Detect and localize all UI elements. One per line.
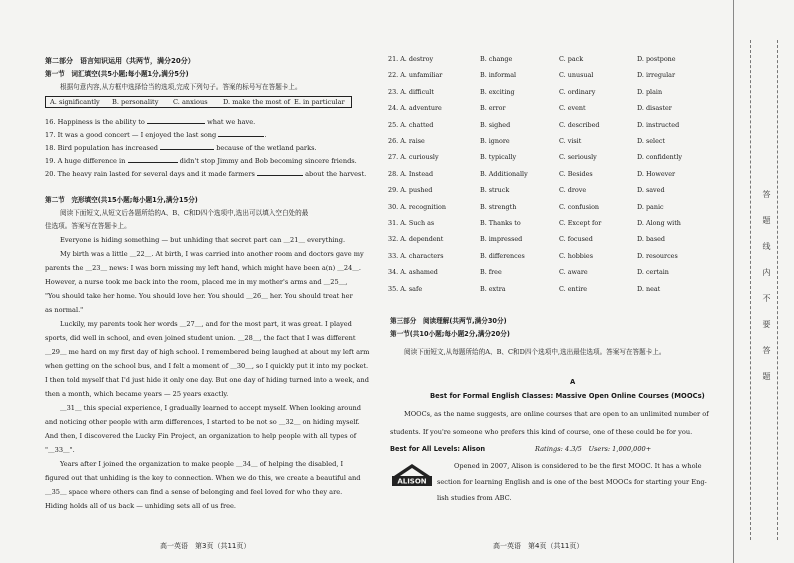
passage-line-10: when getting on the school bus, and I felt a moment of ＿30＿, so I quickly put it into my pocket. <box>45 362 369 370</box>
option-32-d: D. based <box>637 235 666 244</box>
option-29-d: D. saved <box>637 186 665 195</box>
alison-line-1: Opened in 2007, Alison is considered to be the first MOOC. It has a whole <box>454 462 702 470</box>
option-27-a: 27. A. curiously <box>388 153 439 162</box>
option-35-b: B. extra <box>480 284 506 293</box>
passage-line-9: ＿29＿ me hard on my first day of high school. I remembered being laughed at about my left arm <box>45 348 370 356</box>
option-31-c: C. Except for <box>559 219 602 227</box>
option-22-c: C. unusual <box>559 71 594 80</box>
reading-instructions: 阅读下面短文,从每题所给的A、B、C和D四个选项中,选出最佳选项。答案写在答题卡上。 <box>404 348 666 356</box>
option-31-a: 31. A. Such as <box>388 219 435 227</box>
option-24-a: 24. A. adventure <box>388 104 442 113</box>
option-21-a: 21. A. destroy <box>388 55 434 63</box>
passage-line-13: ＿31＿ this special experience, I gradually learned to accept myself. When looking around <box>60 404 361 412</box>
passage-line-7: Luckily, my parents took her words ＿27＿, and for the most part, it was great. I played <box>60 320 352 328</box>
option-22-d: D. irregular <box>637 71 676 80</box>
section2-title: 第二节 完形填空(共15小题;每小题1分,满分15分) <box>45 196 198 204</box>
section2-instructions-1: 阅读下面短文,从短文后各题所给的A、B、C和D四个选项中,选出可以填入空白处的最 <box>60 209 309 217</box>
page-footer-right: 高一英语 第4页（共11页） <box>493 542 584 550</box>
option-27-c: C. seriously <box>559 153 597 162</box>
option-29-b: B. struck <box>480 186 510 195</box>
answer-blank-16 <box>147 116 205 124</box>
option-32-c: C. focused <box>559 235 593 244</box>
option-28-d: D. However <box>637 169 676 178</box>
page-footer-left: 高一英语 第3页（共11页） <box>160 542 251 550</box>
option-30-d: D. panic <box>637 202 664 211</box>
option-26-b: B. ignore <box>480 137 510 145</box>
passage-line-1: Everyone is hiding something — but unhiding that secret part can ＿21＿ everything. <box>60 236 346 244</box>
option-22-b: B. informal <box>480 71 517 80</box>
section1-instructions: 根据句意内容,从方框中选择恰当的选项,完成下列句子。答案的标号写在答题卡上。 <box>60 83 302 91</box>
option-22-a: 22. A. unfamiliar <box>388 71 443 80</box>
word-bank-box <box>45 96 352 108</box>
option-25-a: 25. A. chatted <box>388 120 434 129</box>
sentence-20: 20. The heavy rain lasted for several days and it made farmers about the harvest. <box>45 170 367 178</box>
passage-line-20: Hiding holds all of us back — unhiding sets all of us free. <box>45 502 237 510</box>
option-27-b: B. typically <box>480 153 517 162</box>
passage-line-12: then a month, which became years — 25 years exactly. <box>45 390 229 398</box>
option-28-a: 28. A. Instead <box>388 169 434 178</box>
option-34-b: B. free <box>480 268 502 277</box>
mooc-line-1: MOOCs, as the name suggests, are online courses that are open to an unlimited number of <box>404 410 709 418</box>
option-28-c: C. Besides <box>559 169 593 178</box>
option-24-c: C. event <box>559 104 586 113</box>
passage-line-19: ＿35＿ space where others can find a sense of belonging and feel loved for who they are. <box>45 488 343 496</box>
alison-line-3: lish studies from ABC. <box>437 494 512 502</box>
option-35-a: 35. A. safe <box>388 284 423 293</box>
passage-line-5: "You should take her home. You should love her. You should ＿26＿ her. You should treat her <box>45 292 353 300</box>
passage-line-2: My birth was a little ＿22＿. At birth, I was carried into another room and doctors gave my <box>60 250 364 258</box>
option-32-a: 32. A. dependent <box>388 235 444 244</box>
binding-margin <box>733 0 794 563</box>
option-32-b: B. impressed <box>480 235 523 244</box>
option-33-a: 33. A. characters <box>388 251 444 260</box>
sentence-18: 18. Bird population has increased because of the wetland parks. <box>45 144 317 152</box>
option-25-c: C. described <box>559 120 600 129</box>
option-30-a: 30. A. recognition <box>388 202 446 211</box>
option-33-d: D. resources <box>637 251 678 260</box>
option-23-c: C. ordinary <box>559 87 596 96</box>
option-31-d: D. Along with <box>637 219 681 227</box>
passage-line-3: parents the ＿23＿ news: I was born missing my left hand, which might have been a(n) ＿24＿. <box>45 264 361 272</box>
option-35-c: C. entire <box>559 284 588 293</box>
option-27-d: D. confidently <box>637 153 682 162</box>
passage-title: Best for Formal English Classes: Massive Open Online Courses (MOOCs) <box>430 392 705 400</box>
passage-line-6: as normal." <box>45 306 84 314</box>
binding-notice: 答题线内不要答题 <box>762 190 771 398</box>
option-30-b: B. strength <box>480 202 517 211</box>
option-26-a: 26. A. raise <box>388 137 425 145</box>
passage-line-17: Years after I joined the organization to make people ＿34＿ of helping the disabled, I <box>60 460 344 468</box>
sentence-16: 16. Happiness is the ability to what we have. <box>45 118 256 126</box>
option-26-c: C. visit <box>559 137 582 145</box>
answer-blank-19 <box>128 155 178 163</box>
option-35-d: D. neat <box>637 284 661 293</box>
option-26-d: D. select <box>637 137 665 145</box>
word-bank-d: D. make the most of <box>223 98 291 106</box>
passage-line-18: figured out that unhiding is the key to connection. When we do this, we create a beautiful and <box>45 474 361 482</box>
option-21-b: B. change <box>480 55 513 63</box>
option-29-a: 29. A. pushed <box>388 186 433 195</box>
option-29-c: C. drove <box>559 186 587 195</box>
passage-line-11: I then told myself that I'd just hide it only one day. But one day of hiding turned into a week, and <box>45 376 369 384</box>
passage-line-4: However, a nurse took me back into the room, placed me in my mother's arms and ＿25＿, <box>45 278 348 286</box>
section1-title: 第一节 词汇填空(共5小题;每小题1分,满分5分) <box>45 70 189 78</box>
option-23-a: 23. A. difficult <box>388 87 434 96</box>
option-34-a: 34. A. ashamed <box>388 268 438 277</box>
answer-blank-17 <box>218 129 264 137</box>
passage-line-16: "＿33＿". <box>45 446 75 454</box>
option-24-d: D. disaster <box>637 104 672 113</box>
mooc-line-2: students. If you're someone who prefers this kind of course, one of these could be for you. <box>390 428 693 436</box>
word-bank-b: B. personality <box>112 98 159 106</box>
answer-blank-20 <box>257 168 303 176</box>
option-21-c: C. pack <box>559 55 584 63</box>
word-bank-c: C. anxious <box>173 98 208 106</box>
option-24-b: B. error <box>480 104 506 113</box>
word-bank-e: E. in particular <box>294 98 345 106</box>
option-25-b: B. sighed <box>480 120 511 129</box>
alison-logo <box>392 462 432 486</box>
option-33-c: C. hobbies <box>559 251 593 260</box>
option-31-b: B. Thanks to <box>480 219 521 227</box>
passage-line-15: And then, I discovered the Lucky Fin Project, an organization to help people with all types of <box>45 432 357 440</box>
answer-blank-18 <box>160 142 214 150</box>
part3-title: 第三部分 阅读理解(共两节,满分30分) <box>390 317 507 325</box>
part2-title: 第二部分 语言知识运用（共两节，满分20分） <box>45 57 195 65</box>
passage-line-8: sports, did well in school, and even joined student union. ＿28＿, the fact that I was different <box>45 334 356 342</box>
sentence-19: 19. A huge difference in didn't stop Jimmy and Bob becoming sincere friends. <box>45 157 357 165</box>
reading-section1-title: 第一节(共10小题;每小题2分,满分20分) <box>390 330 510 338</box>
word-bank-a: A. significantly <box>50 98 100 106</box>
option-23-d: D. plain <box>637 87 663 96</box>
option-33-b: B. differences <box>480 251 525 260</box>
alison-logo-text: ALISON <box>397 477 427 486</box>
passage-line-14: and noticing other people with arm differences, I started to be not so ＿32＿ on hiding myself. <box>45 418 360 426</box>
alison-line-2: section for learning English and is one of the best MOOCs for starting your Eng- <box>437 478 707 486</box>
option-25-d: D. instructed <box>637 120 680 129</box>
binding-line <box>750 40 778 540</box>
left-page <box>0 0 382 563</box>
option-28-b: B. Additionally <box>480 169 528 178</box>
ratings-users: Ratings: 4.3/5 Users: 1,000,000+ <box>535 445 652 453</box>
option-34-c: C. aware <box>559 268 588 277</box>
option-34-d: D. certain <box>637 268 669 277</box>
option-21-d: D. postpone <box>637 55 676 63</box>
best-all-levels: Best for All Levels: Alison <box>390 445 486 453</box>
sentence-17: 17. It was a good concert — I enjoyed the last song . <box>45 131 267 139</box>
option-30-c: C. confusion <box>559 202 600 211</box>
option-23-b: B. exciting <box>480 87 515 96</box>
passage-letter: A <box>570 378 576 386</box>
section2-instructions-2: 佳选项。答案写在答题卡上。 <box>45 222 131 230</box>
